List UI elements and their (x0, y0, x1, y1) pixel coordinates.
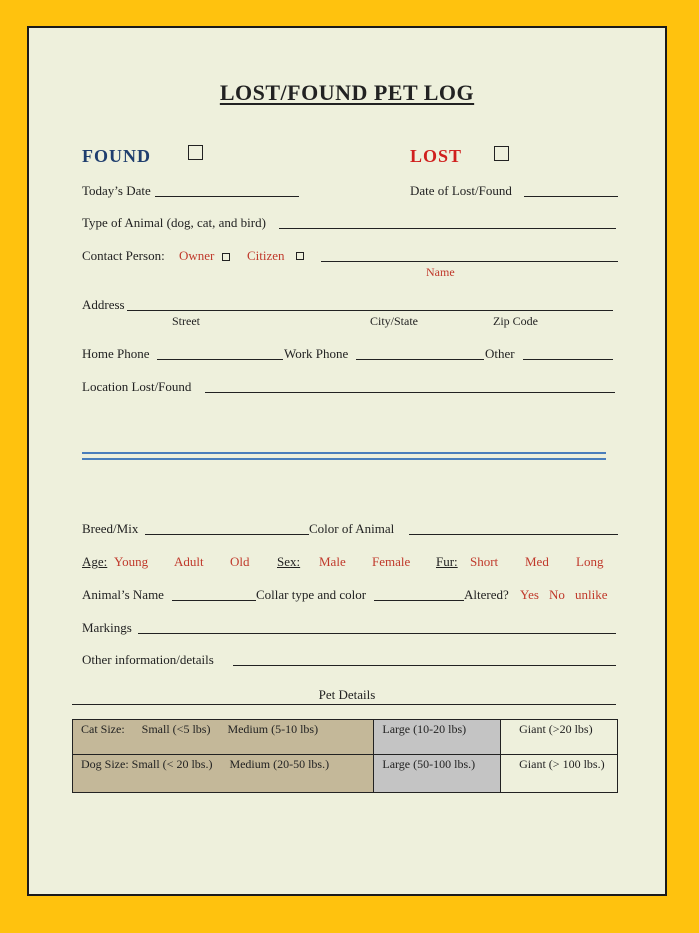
street-caption: Street (172, 314, 200, 328)
contact-person-label: Contact Person: (82, 248, 165, 263)
color-field[interactable] (409, 534, 618, 535)
date-lost-found-label: Date of Lost/Found (410, 183, 512, 198)
altered-label: Altered? (464, 587, 509, 602)
fur-med[interactable]: Med (525, 554, 549, 569)
dog-giant[interactable]: Giant (> 100 lbs.) (501, 755, 618, 793)
type-of-animal-label: Type of Animal (dog, cat, and bird) (82, 215, 266, 230)
age-label: Age: (82, 554, 108, 569)
fur-label: Fur: (436, 554, 458, 569)
zip-code-caption: Zip Code (493, 314, 538, 328)
dog-size-cell (73, 755, 374, 793)
age-young[interactable]: Young (114, 554, 149, 569)
altered-yes[interactable]: Yes (520, 587, 539, 602)
dog-medium[interactable]: Medium (20-50 lbs.) (229, 757, 330, 771)
todays-date-field[interactable] (155, 196, 299, 197)
found-checkbox[interactable] (188, 145, 203, 160)
animal-name-label: Animal’s Name (82, 587, 164, 602)
home-phone-label: Home Phone (82, 346, 150, 361)
sex-female[interactable]: Female (372, 554, 411, 569)
address-label: Address (82, 297, 125, 312)
cat-size-cell (73, 720, 374, 755)
location-field[interactable] (205, 392, 615, 393)
cat-size-label: Cat Size: (81, 722, 125, 736)
citizen-checkbox[interactable] (296, 252, 304, 260)
other-info-label: Other information/details (82, 652, 214, 667)
divider-top (82, 452, 606, 454)
cat-small[interactable]: Small (<5 lbs) (141, 722, 211, 736)
location-label: Location Lost/Found (82, 379, 192, 394)
sex-label: Sex: (277, 554, 301, 569)
address-field[interactable] (127, 310, 613, 311)
todays-date-label: Today’s Date (82, 183, 151, 198)
city-state-caption: City/State (370, 314, 418, 328)
form-title: LOST/FOUND PET LOG (219, 80, 475, 105)
markings-label: Markings (82, 620, 132, 635)
age-old[interactable]: Old (230, 554, 250, 569)
owner-option: Owner (179, 248, 215, 263)
home-phone-field[interactable] (157, 359, 283, 360)
dog-size-row (73, 755, 618, 793)
fur-short[interactable]: Short (470, 554, 499, 569)
lost-label: LOST (410, 146, 463, 166)
name-caption: Name (426, 265, 455, 279)
cat-giant[interactable]: Giant (>20 lbs) (501, 720, 618, 755)
other-info-field[interactable] (233, 665, 616, 666)
dog-size-label: Dog Size: (81, 757, 129, 771)
date-lost-found-field[interactable] (524, 196, 618, 197)
dog-small[interactable]: Small (< 20 lbs.) (131, 757, 213, 771)
breed-field[interactable] (145, 534, 309, 535)
dog-large[interactable]: Large (50-100 lbs.) (374, 755, 501, 793)
cat-size-row (73, 720, 618, 755)
divider-bottom (82, 458, 606, 460)
contact-name-field[interactable] (321, 261, 618, 262)
owner-checkbox[interactable] (222, 253, 230, 261)
breed-label: Breed/Mix (82, 521, 139, 536)
cat-large[interactable]: Large (10-20 lbs) (374, 720, 501, 755)
collar-field[interactable] (374, 600, 464, 601)
work-phone-label: Work Phone (284, 346, 349, 361)
pet-details-heading: Pet Details (318, 687, 376, 702)
altered-no[interactable]: No (549, 587, 565, 602)
size-table (72, 719, 618, 793)
work-phone-field[interactable] (356, 359, 484, 360)
animal-name-field[interactable] (172, 600, 256, 601)
color-label: Color of Animal (309, 521, 395, 536)
citizen-option: Citizen (247, 248, 285, 263)
other-phone-field[interactable] (523, 359, 613, 360)
pet-log-form (27, 26, 667, 896)
sex-male[interactable]: Male (319, 554, 346, 569)
age-adult[interactable]: Adult (174, 554, 204, 569)
collar-label: Collar type and color (256, 587, 367, 602)
type-of-animal-field[interactable] (279, 228, 616, 229)
altered-unlike[interactable]: unlike (575, 587, 608, 602)
cat-medium[interactable]: Medium (5-10 lbs) (227, 722, 319, 736)
other-phone-label: Other (485, 346, 515, 361)
lost-checkbox[interactable] (494, 146, 509, 161)
found-label: FOUND (82, 146, 151, 166)
fur-long[interactable]: Long (576, 554, 604, 569)
pet-details-rule (72, 704, 616, 705)
markings-field[interactable] (138, 633, 616, 634)
